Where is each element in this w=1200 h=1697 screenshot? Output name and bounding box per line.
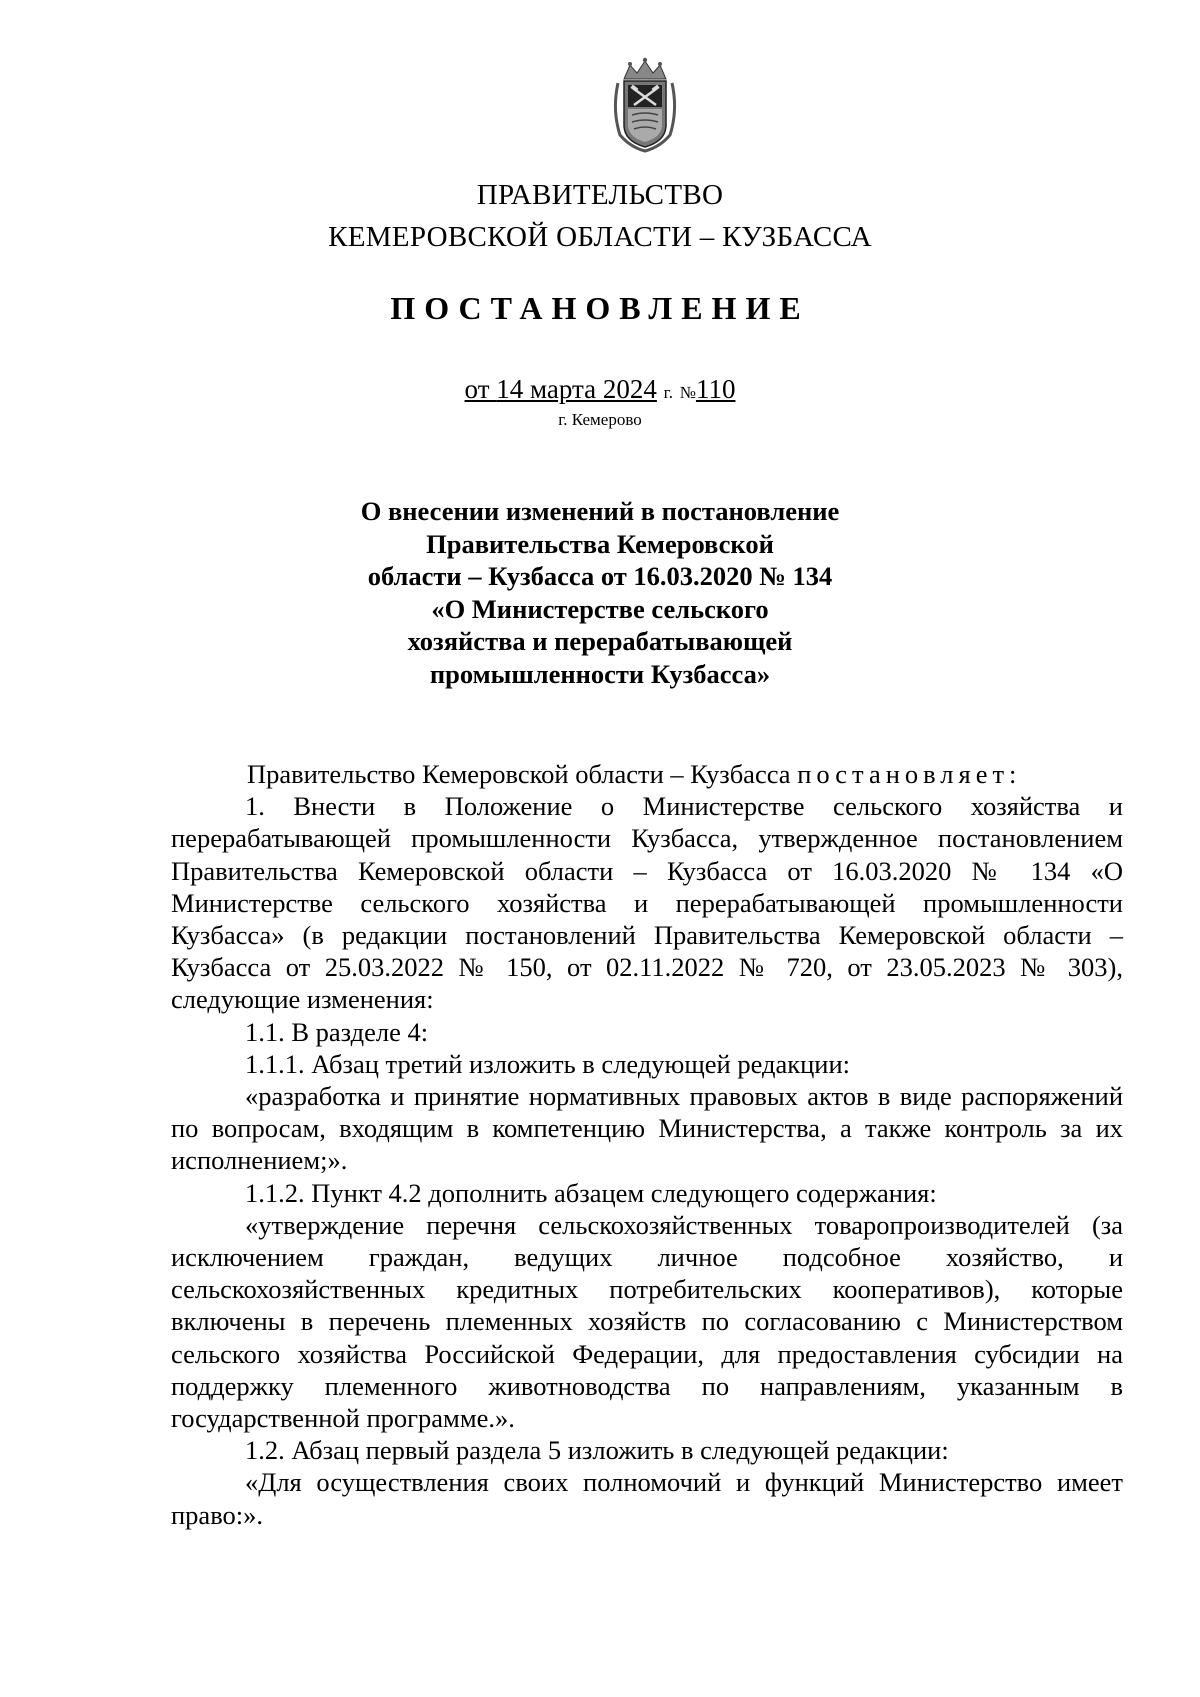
body-paragraph: «Для осуществления своих полномочий и функций Министерство имеет право:».	[171, 1467, 1123, 1530]
number-sign: №	[679, 383, 696, 402]
document-body	[171, 758, 1123, 1531]
resolution-intro	[171, 758, 1123, 790]
document-number: 110	[695, 374, 736, 404]
body-paragraph: «разработка и принятие нормативных правовых актов в виде распоряжений по вопросам, входящим в компетенцию Министерства, а также контроль за их исполнением;».	[171, 1081, 1123, 1176]
subject-line: промышленности Кузбасса»	[429, 658, 771, 689]
year-suffix: г.	[663, 383, 673, 402]
body-paragraph: 1.1. В разделе 4:	[245, 1016, 429, 1047]
date-prefix: от	[464, 374, 490, 404]
body-paragraph: 1.2. Абзац первый раздела 5 изложить в следующей редакции:	[245, 1435, 949, 1466]
subject-line: О внесении изменений в постановление	[360, 496, 840, 526]
subject-line: Правительства Кемеровской	[426, 528, 774, 559]
document-city: г. Кемерово	[558, 410, 642, 429]
document-date-line	[0, 372, 1200, 410]
body-paragraph: 1. Внести в Положение о Министерстве сельского хозяйства и перерабатывающей промышленности Кузбасса, утвержденное постановлением Правительства Кемеровской области – Кузбасса от 16.03.2020 № 134 «О Министерстве сельского хозяйства и перерабатывающей промышленности Кузбасса» (в редакции постановлений Правительства Кемеровской области – Кузбасса от 25.03.2022 № 150, от 02.11.2022 № 720, от 23.05.2023 № 303), следующие изменения:	[171, 791, 1123, 1015]
intro-text: Правительство Кемеровской области – Кузбасса	[247, 759, 791, 789]
subject-line: хозяйства и перерабатывающей	[407, 626, 793, 656]
kuzbass-coat-of-arms-icon	[610, 55, 680, 155]
organization-name-line2: КЕМЕРОВСКОЙ ОБЛАСТИ – КУЗБАССА	[328, 221, 872, 253]
body-paragraph: 1.1.2. Пункт 4.2 дополнить абзацем следующего содержания:	[245, 1177, 937, 1208]
subject-line: области – Кузбасса от 16.03.2020 № 134	[367, 561, 833, 591]
body-paragraph: «утверждение перечня сельскохозяйственных товаропроизводителей (за исключением граждан, ведущих личное подсобное хозяйство, и сельскохозяйственных кредитных потребительских кооперативов), которые включены в перечень племенных хозяйств по согласованию с Министерством сельского хозяйства Российской Федерации, для предоставления субсидии на поддержку племенного животноводства по направлениям, указанным в государственной программе.».	[171, 1209, 1123, 1434]
document-date: 14 марта 2024	[496, 374, 657, 404]
document-subject	[300, 495, 900, 690]
organization-name-line1: ПРАВИТЕЛЬСТВО	[476, 179, 724, 211]
subject-line: «О Министерстве сельского	[431, 593, 769, 624]
intro-resolves: постановляет:	[797, 759, 1022, 789]
document-type-heading: ПОСТАНОВЛЕНИЕ	[390, 290, 810, 326]
body-paragraph: 1.1.1. Абзац третий изложить в следующей редакции:	[245, 1048, 851, 1079]
